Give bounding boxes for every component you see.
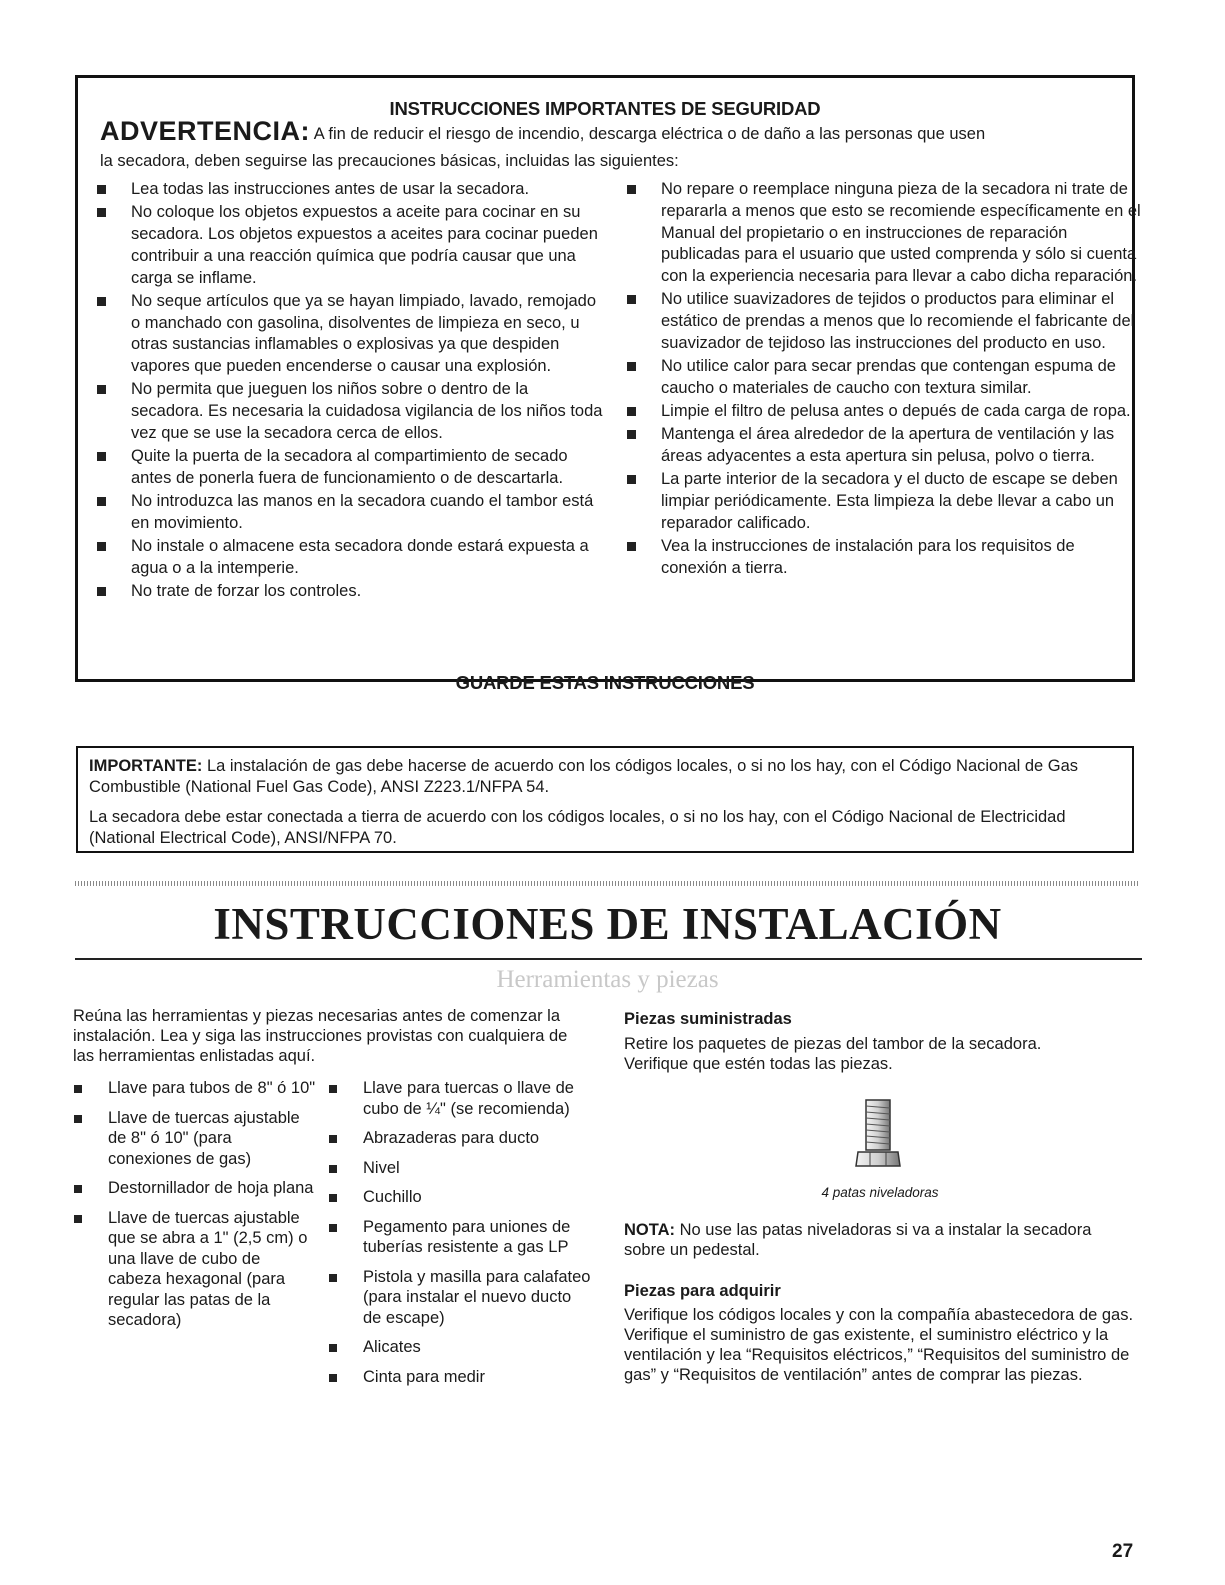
save-instructions-heading: GUARDE ESTAS INSTRUCCIONES <box>455 672 755 693</box>
safety-item: Vea la instrucciones de instalación para los requisitos de conexión a tierra. <box>613 536 1143 580</box>
safety-item: Lea todas las instrucciones antes de usar la secadora. <box>83 179 603 201</box>
parts-caption: 4 patas niveladoras <box>821 1185 939 1200</box>
safety-list-right <box>613 179 1143 581</box>
safety-list-left <box>83 179 603 604</box>
important-paragraph-2: La secadora debe estar conectada a tierra de acuerdo con los códigos locales, o si no los hay, con el Código Nacional de Electricidad (National Electrical Code), ANSI/NFPA 70. <box>89 808 1066 847</box>
list-item: Destornillador de hoja plana <box>58 1178 318 1199</box>
bullet-icon <box>74 1115 82 1123</box>
safety-item: No repare o reemplace ninguna pieza de la secadora ni trate de repararla a menos que esto se recomiende específicamente en el Manual del propietario o en instrucciones de reparación publicadas para el usuario que usted comprenda y sólo si cuenta con la experiencia necesaria para llevar a cabo dicha reparación. <box>613 179 1143 288</box>
list-item: Pegamento para uniones de tuberías resistente a gas LP <box>313 1217 593 1258</box>
bullet-icon <box>97 297 106 306</box>
list-item: Pistola y masilla para calafateo (para instalar el nuevo ducto de escape) <box>313 1267 593 1329</box>
list-item: Alicates <box>313 1337 593 1358</box>
parts-supplied-heading: Piezas suministradas <box>624 1010 792 1028</box>
bullet-icon <box>74 1085 82 1093</box>
bullet-icon <box>627 362 636 371</box>
bullet-icon <box>329 1374 337 1382</box>
list-item: Abrazaderas para ducto <box>313 1128 593 1149</box>
safety-item: Quite la puerta de la secadora al compartimiento de secado antes de ponerla fuera de funcionamiento o de descartarla. <box>83 446 603 490</box>
bullet-icon <box>627 475 636 484</box>
bullet-icon <box>329 1274 337 1282</box>
safety-item: No trate de forzar los controles. <box>83 581 603 603</box>
bullet-icon <box>627 295 636 304</box>
bullet-icon <box>97 208 106 217</box>
list-item: Nivel <box>313 1158 593 1179</box>
important-paragraph-1: IMPORTANTE: La instalación de gas debe hacerse de acuerdo con los códigos locales, o si no los hay, con el Código Nacional de Gas Combustible (National Fuel Gas Code), ANSI Z223.1/NFPA 54. <box>89 757 1079 796</box>
warning-text-2: la secadora, deben seguirse las precauciones básicas, incluidas las siguientes: <box>100 152 679 170</box>
safety-item: Limpie el filtro de pelusa antes o depués de cada carga de ropa. <box>613 401 1143 423</box>
section-title: Herramientas y piezas <box>496 966 719 993</box>
list-item: Llave para tubos de 8" ó 10" <box>58 1078 318 1099</box>
bullet-icon <box>74 1215 82 1223</box>
bullet-icon <box>97 452 106 461</box>
bullet-icon <box>97 385 106 394</box>
bullet-icon <box>627 185 636 194</box>
list-item: Cuchillo <box>313 1187 593 1208</box>
list-item: Llave de tuercas ajustable de 8" ó 10" (para conexiones de gas) <box>58 1108 318 1170</box>
page-number: 27 <box>1112 1541 1134 1562</box>
safety-item: No permita que jueguen los niños sobre o dentro de la secadora. Es necesaria la cuidadosa vigilancia de los niños toda vez que se use la secadora cerca de ellos. <box>83 379 603 444</box>
safety-item: No utilice calor para secar prendas que contengan espuma de caucho o materiales de caucho con textura similar. <box>613 356 1143 400</box>
safety-item: No introduzca las manos en la secadora cuando el tambor está en movimiento. <box>83 491 603 535</box>
bullet-icon <box>329 1165 337 1173</box>
safety-item: Mantenga el área alrededor de la apertura de ventilación y las áreas adyacentes a esta apertura sin pelusa, polvo o tierra. <box>613 424 1143 468</box>
bullet-icon <box>329 1194 337 1202</box>
note-label: NOTA: <box>624 1221 676 1239</box>
safety-box <box>75 75 1141 693</box>
important-box <box>76 746 1134 853</box>
page-title: INSTRUCCIONES DE INSTALACIÓN <box>213 899 1002 949</box>
tools-list-a <box>58 1078 318 1340</box>
safety-item: No instale o almacene esta secadora donde estará expuesta a agua o a la intemperie. <box>83 536 603 580</box>
list-item: Llave de tuercas ajustable que se abra a 1" (2,5 cm) o una llave de cubo de cabeza hexagonal (para regular las patas de la secadora) <box>58 1208 318 1331</box>
bullet-icon <box>97 542 106 551</box>
warning-word: ADVERTENCIA: <box>100 116 311 146</box>
important-label: IMPORTANTE: <box>89 757 203 775</box>
bullet-icon <box>627 407 636 416</box>
parts-to-buy-heading: Piezas para adquirir <box>624 1282 781 1300</box>
parts-to-buy-text: Verifique los códigos locales y con la compañía abastecedora de gas. Verifique el suministro de gas existente, el suministro eléctrico y la ventilación y lea “Requisitos eléctricos,” “Requisitos del suministro de gas” y “Requisitos de ventilación” antes de comprar las piezas. <box>624 1306 1134 1384</box>
safety-item: No coloque los objetos expuestos a aceite para cocinar en su secadora. Los objetos expuestos a aceites para cocinar pueden contribuir a una reacción química que podría causar que una carga se inflame. <box>83 202 603 289</box>
safety-item: No seque artículos que ya se hayan limpiado, lavado, remojado o manchado con gasolina, disolventes de limpieza en seco, u otras sustancias inflamables o explosivas ya que despiden vapores que pueden encenderse o causar una explosión. <box>83 291 603 378</box>
list-item: Llave para tuercas o llave de cubo de ¼" (se recomienda) <box>313 1078 593 1119</box>
safety-item: No utilice suavizadores de tejidos o productos para eliminar el estático de prendas a menos que lo recomiende el fabricante del suavizador de tejidoso las instrucciones del producto en uso. <box>613 289 1143 354</box>
bullet-icon <box>329 1135 337 1143</box>
bullet-icon <box>74 1185 82 1193</box>
note-paragraph: NOTA: No use las patas niveladoras si va a instalar la secadora sobre un pedestal. <box>624 1221 1092 1259</box>
title-rule <box>75 958 1142 960</box>
bullet-icon <box>329 1344 337 1352</box>
safety-title: INSTRUCCIONES IMPORTANTES DE SEGURIDAD <box>389 98 821 119</box>
intro-paragraph: Reúna las herramientas y piezas necesarias antes de comenzar la instalación. Lea y siga las instrucciones provistas con cualquiera de las herramientas enlistadas aquí. <box>73 1007 568 1065</box>
leveling-foot-icon <box>848 1096 908 1176</box>
bullet-icon <box>97 497 106 506</box>
bullet-icon <box>329 1224 337 1232</box>
safety-item: La parte interior de la secadora y el ducto de escape se deben limpiar periódicamente. Esta limpieza la debe llevar a cabo un reparador calificado. <box>613 469 1143 534</box>
list-item: Cinta para medir <box>313 1367 593 1388</box>
bullet-icon <box>627 542 636 551</box>
warning-line <box>100 116 1120 146</box>
hatched-divider <box>75 881 1140 886</box>
parts-supplied-text: Retire los paquetes de piezas del tambor de la secadora. Verifique que estén todas las piezas. <box>624 1035 1042 1073</box>
bullet-icon <box>329 1085 337 1093</box>
warning-text: A fin de reducir el riesgo de incendio, descarga eléctrica o de daño a las personas que usen <box>310 125 986 143</box>
bullet-icon <box>97 185 106 194</box>
bullet-icon <box>627 430 636 439</box>
bullet-icon <box>97 587 106 596</box>
tools-list-b <box>313 1078 593 1396</box>
